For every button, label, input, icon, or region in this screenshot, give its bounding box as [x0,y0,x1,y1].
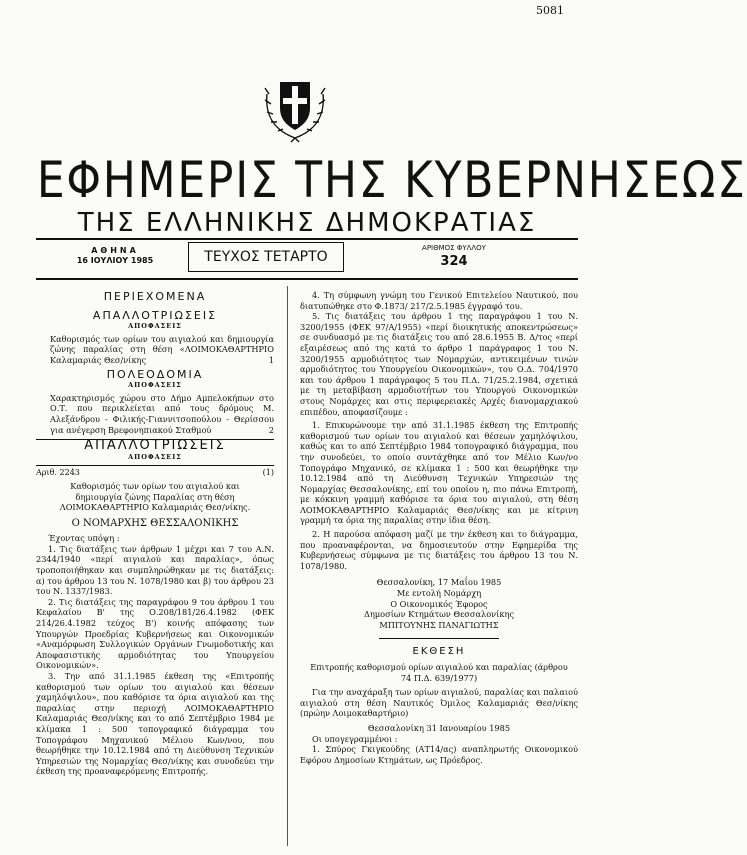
decision-para-2: 2. Τις διατάξεις της παραγράφου 9 του άρθρου 1 του Κεφαλαίου Β' της Ο.208/181/26.4.1982 (ΦΕΚ 214/26.4.1982 τεύχος Β') κοινής απόφασης των Υπουργών Προεδρίας Κυβερνήσεως και Οικονομικών «Αναμόρφωση Συλλογικών Οργάνων Γνωμοδοτικής και Αποφασιστικής αρμοδιότητας του Υπουργείου Οικονομικών». [36,596,274,671]
header-rule-bottom [36,278,578,280]
decision-title: Καθορισμός των ορίων του αιγιαλού και δημιουργία ζώνης Παραλίας στη θέση ΛΟΙΜΟΚΑΘΑΡΤΗΡΙΟ Καλαμαριάς Θεσ/νίκης. [59,480,251,513]
decision-para-4: 4. Τη σύμφωνη γνώμη του Γενικού Επιτελείου Ναυτικού, που διατυπώθηκε στο Φ.1873/ 217/2.5.1985 έγγραφό του. [300,290,578,311]
signature-line-1: Με εντολή Νομάρχη [396,588,482,599]
report-signer-1: 1. Σπύρος Γκιγκούδης (ΑΤ14/ας) αναπληρωτής Οικονομικού Εφόρου Δημοσίων Κτημάτων, ως Πρόεδρος. [300,744,578,765]
toc-section2: ΠΟΛΕΟΔΟΜΙΑ [106,367,204,381]
toc-heading: ΠΕΡΙΕΧΟΜΕΝΑ [103,290,207,303]
header-sheet [404,244,504,269]
decision-para-1: 1. Τις διατάξεις των άρθρων 1 μέχρι και 7 του Α.Ν. 2344/1940 «περί αιγιαλού και παραλίας», όπως τροποποιήθηκαν και συμπληρώθηκαν με τις διατάξεις: α) του άρθρου 13 του Ν. 1078/1980 και β) του άρθρου 23 του Ν. 1337/1983. [36,543,274,597]
right-column [300,290,578,765]
signature-line-3: Δημοσίων Κτημάτων Θεσσαλονίκης [364,609,514,620]
decision-place-date: Θεσσαλονίκη, 17 Μαΐου 1985 [376,577,502,588]
gazette-subtitle: ΤΗΣ ΕΛΛΗΝΙΚΗΣ ΔΗΜΟΚΡΑΤΙΑΣ [77,208,537,238]
report-date: Θεσσαλονίκη 31 Ιανουαρίου 1985 [367,722,511,733]
signature-name: ΜΠΙΤΟΥΝΗΣ ΠΑΝΑΓΙΩΤΗΣ [379,619,499,630]
decision-para-5: 5. Τις διατάξεις του άρθρου 1 της παραγράφου 1 του Ν. 3200/1955 (ΦΕΚ 97/Α/1955) «περί διοικητικής αποκεντρώσεως» σε συνδυασμό με τις διατάξεις του από 28.6.1955 Β. Δ/τος «περί εξαιρέσεως από της κατά το άρθρο 1 παράγραφος 1 του Ν. 3200/1955 αρμοδιότητος των Νομαρχών, αντικειμένων τινών αρμοδιότητος του Υπουργείου Οικονομικών», του Ο.Δ. 704/1970 και του άρθρου 1 παράγραφος 5 του Π.Δ. 71/25.2.1984, σχετικά με τη μεταβίβαση αρμοδιοτήτων του Υπουργού Οικονομικών στους Νομάρχες και στις περιφερειακές Αρχές διανομαρχιακού επιπέδου, αποφασίζουμε : [300,311,578,417]
toc-item-1-page: 1 [268,354,274,365]
sheet-label: ΑΡΙΘΜΟΣ ΦΥΛΛΟΥ [422,244,486,252]
toc-item-1-text: Καθορισμός των ορίων του αιγιαλού και δημιουργία ζώνης παραλίας στη θέση «ΛΟΙΜΟΚΑΘΑΡΤΗΡΙΟ Καλαμαριάς Θεσ/νίκης [50,333,274,365]
decision-ref: (1) [262,468,274,478]
decision-decide-2: 2. Η παρούσα απόφαση μαζί με την έκθεση και το διάγραμμα, που προαναφέρονται, να δημοσιευτούν στην Εφημερίδα της Κυβερνήσεως σύμφωνα με τις διατάξεις του άρθρου 13 του Ν. 1078/1980. [300,529,578,571]
sheet-number: 324 [440,254,468,269]
toc-section1-sub: ΑΠΟΦΑΣΕΙΣ [128,322,182,331]
greek-coat-of-arms-icon [255,64,335,144]
report-sub: Επιτροπής καθορισμού ορίων αιγιαλού και παραλίας (άρθρου 74 Π.Δ. 639/1977) [310,662,568,683]
gazette-title: ΕΦΗΜΕΡΙΣ ΤΗΣ ΚΥΒΕΡΝΗΣΕΩΣ [36,151,747,209]
decision-section-box [36,439,274,466]
report-signers: Οι υπογεγραμμένοι : [312,733,398,744]
header-date: 16 ΙΟΥΛΙΟΥ 1985 [76,256,154,265]
toc-item-2-text: Χαρακτηρισμός χώρου στο Δήμο Αμπελοκήπων στο Ο.Τ. που περικλείεται από τους δρόμους Μ. Αλεξάνδρου - Φιλικής-Γιαννιτσοπούλου - Θερίσσου για ανέγερση Βρεφονηπιακού Σταθμού [50,392,274,435]
decision-section: ΑΠΑΛΛΟΤΡΙΩΣΕΙΣ [84,438,226,454]
toc-item-1 [50,334,274,366]
toc-item-2 [50,393,274,435]
page-number: 5081 [536,4,564,17]
header-city: ΑΘΗΝΑ [91,246,139,255]
report-intro: Για την αναχάραξη των ορίων αιγιαλού, παραλίας και παλαιού αιγιαλού στη θέση Ναυτικός Όμιλος Καλαμαριάς Θεσ/νίκης (πρώην Λοιμοκαθαρτήριο) [300,687,578,719]
decision-para-3: 3. Την από 31.1.1985 έκθεση της «Επιτροπής καθορισμού των ορίων του αιγιαλού και θέσεων χαμηλόψιλου», που καθόρισε τα όρια αιγιαλού και της παραλίας στην περιοχή ΛΟΙΜΟΚΑΘΑΡΤΗΡΙΟ Καλαμαριάς Θεσ/νίκης και το από Σεπτέμβριο 1984 με κλίμακα 1 : 500 τοπογραφικό διάγραμμα του Τοπογράφου Μηχανικού Μέλιου Κων/νου, που θεωρήθηκε την 10.12.1984 από τη Διεύθυνση Τεχνικών Υπηρεσιών της Νομαρχίας Θεσ/νίκης και συνοδεύει την έκθεση της προαναφερόμενης Επιτροπής. [36,671,274,777]
decision-number-row [36,468,274,479]
decision-number: Αριθ. 2243 [36,468,80,478]
header-issue: ΤΕΥΧΟΣ ΤΕΤΑΡΤΟ [188,242,344,272]
decision-authority: Ο ΝΟΜΑΡΧΗΣ ΘΕΣΣΑΛΟΝΙΚΗΣ [71,517,239,529]
decision-decide-1: 1. Επικυρώνουμε την από 31.1.1985 έκθεση της Επιτροπής καθορισμού των ορίων του αιγιαλού και θέσεων χαμηλόψιλου, καθώς και το από Σεπτέμβριο 1984 τοπογραφικό διάγραμμα, που την συνοδεύει, το οποίο συντάχθηκε από τον Μέλιο Κων/νο Τοπογράφο Μηχανικό, σε κλίμακα 1 : 500 και θεωρήθηκε την 10.12.1984 από τη Διεύθυνση Τεχνικών Υπηρεσιών της Νομαρχίας Θεσσαλονίκης, επί του οποίου η, πιο πάνω Επιτροπή, με κόκκινη γραμμή καθόρισε τα όρια του αιγιαλού, στη θέση ΛΟΙΜΟΚΑΘΑΡΤΗΡΙΟ Καλαμαριάς Θεσ/νίκης και με κίτρινη γραμμή τα όρια της παραλίας στην ίδια θέση. [300,420,578,526]
decision-section-sub: ΑΠΟΦΑΣΕΙΣ [128,452,182,461]
decision-having: Έχοντας υπόψη : [48,533,120,544]
header-city-date [60,246,170,266]
column-divider [287,286,288,846]
signature-line-2: Ο Οικονομικός Έφορος [390,598,488,609]
toc-item-2-page: 2 [268,424,274,435]
toc-section2-sub: ΑΠΟΦΑΣΕΙΣ [128,381,182,390]
report-heading: ΕΚΘΕΣΗ [412,646,466,658]
toc-section1: ΑΠΑΛΛΟΤΡΙΩΣΕΙΣ [92,308,218,322]
report-separator [379,638,499,639]
header-rule-top [36,238,578,240]
left-column [36,290,274,777]
